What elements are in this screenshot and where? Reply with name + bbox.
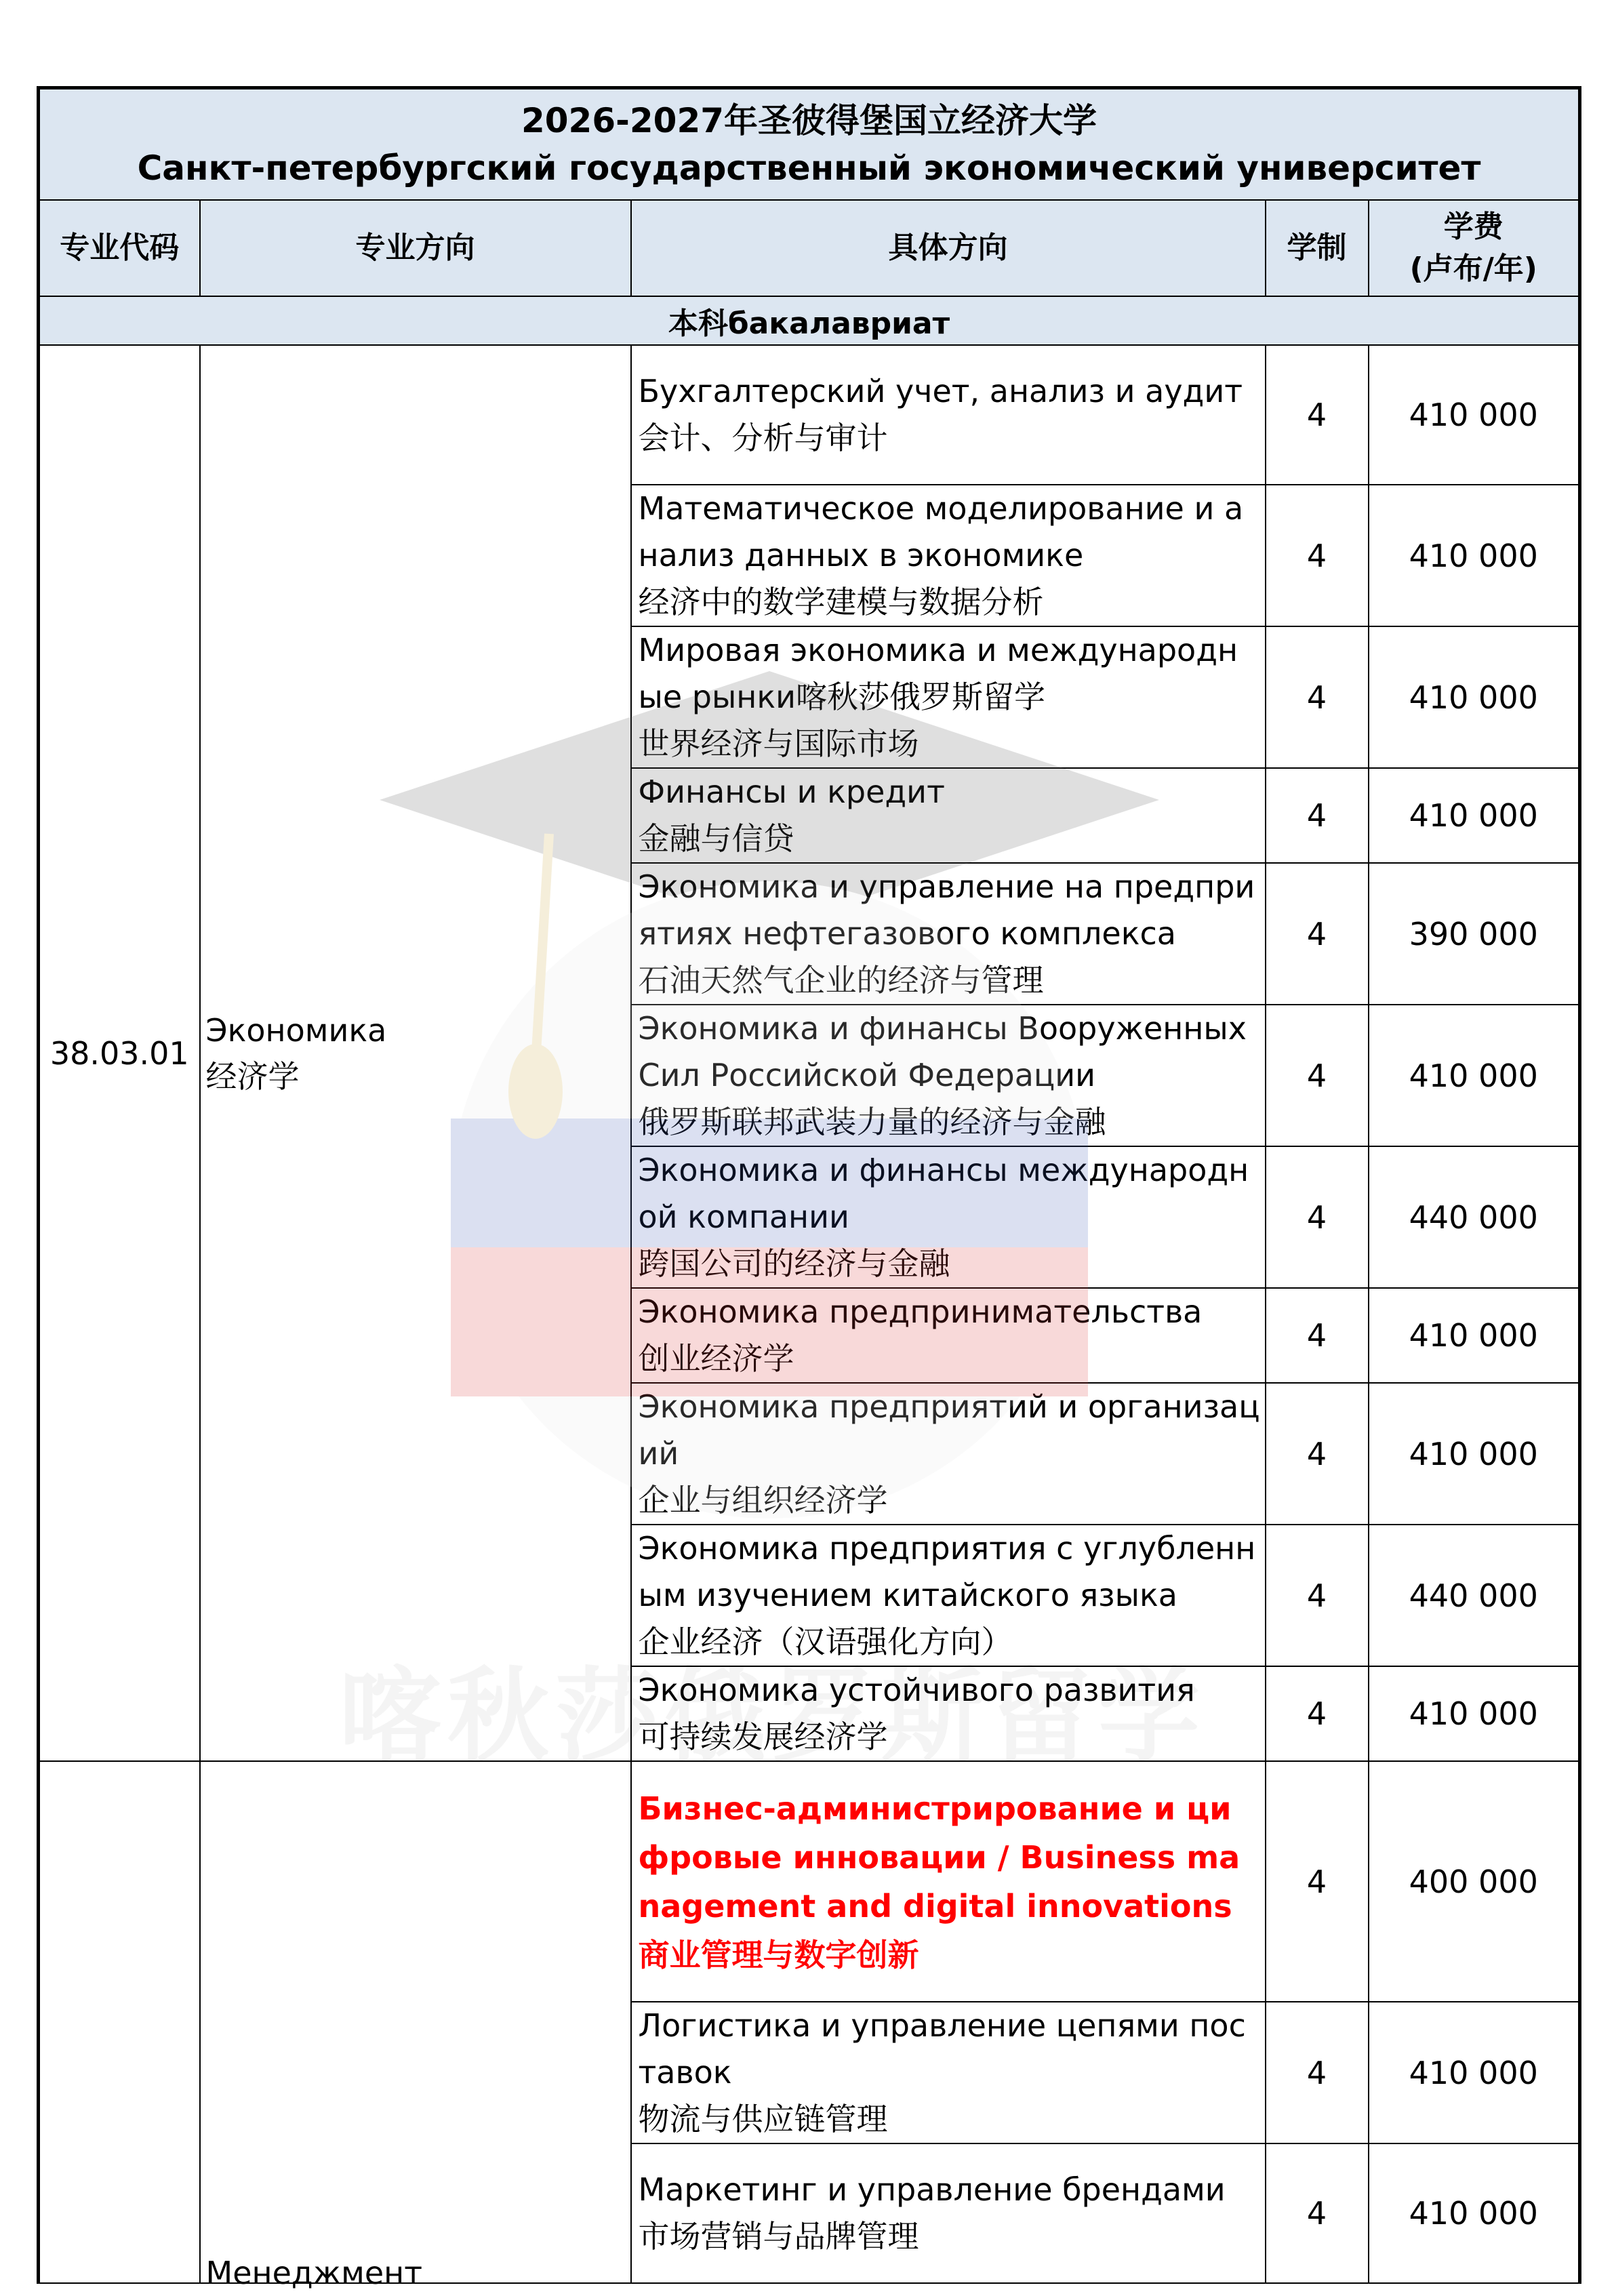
direction-ru: Логистика и управление цепями поставок: [638, 2007, 1246, 2091]
direction-ru: Экономика предприятия с углубленным изучением китайского языка: [638, 1530, 1256, 1613]
section-row: [39, 296, 1580, 345]
direction-cell: [631, 768, 1266, 863]
direction-ru: Экономика и финансы международной компании: [638, 1152, 1249, 1235]
direction-ru: Экономика предприятий и организаций: [638, 1388, 1260, 1472]
duration-cell: 4: [1266, 626, 1369, 768]
fee-cell: 410 000: [1369, 345, 1580, 485]
col-header-fee: [1369, 200, 1580, 296]
major-ru: Экономика: [205, 1011, 387, 1049]
col-header-fee-line2: (卢布/年): [1409, 251, 1537, 286]
fee-cell: 440 000: [1369, 1525, 1580, 1666]
fee-cell: 400 000: [1369, 1761, 1580, 2002]
direction-cn: 市场营销与品牌管理: [638, 2218, 919, 2255]
direction-ru: Экономика и финансы Вооруженных Сил Российской Федерации: [638, 1010, 1247, 1093]
duration-cell: 4: [1266, 1288, 1369, 1383]
col-header-duration: 学制: [1266, 200, 1369, 296]
direction-cn: 经济中的数学建模与数据分析: [638, 584, 1044, 620]
direction-cn: 创业经济学: [638, 1340, 794, 1377]
direction-cell: [631, 626, 1266, 768]
direction-cell-highlight: [631, 1761, 1266, 2002]
major-ru: Менеджмент: [205, 2255, 422, 2291]
major-cn: 经济学: [205, 1058, 300, 1095]
direction-ru: Бизнес-администрирование и цифровые инновации / Business management and digital innovations: [638, 1790, 1240, 1925]
duration-cell: 4: [1266, 1761, 1369, 2002]
direction-cn: 企业经济（汉语强化方向）: [638, 1624, 1013, 1660]
tuition-table: [37, 86, 1581, 2291]
col-header-major: 专业方向: [200, 200, 631, 296]
col-header-code: 专业代码: [39, 200, 200, 296]
direction-cn: 物流与供应链管理: [638, 2101, 888, 2137]
duration-cell: 4: [1266, 1146, 1369, 1288]
col-header-direction: 具体方向: [631, 200, 1266, 296]
direction-cn: 会计、分析与审计: [638, 420, 888, 456]
duration-cell: 4: [1266, 345, 1369, 485]
direction-cn: 企业与组织经济学: [638, 1482, 888, 1518]
direction-cell: [631, 345, 1266, 485]
program-code-empty: [39, 1761, 200, 2283]
duration-cell: 4: [1266, 485, 1369, 626]
direction-cn: 石油天然气企业的经济与管理: [638, 962, 1044, 999]
title-cn: 2026-2027年圣彼得堡国立经济大学: [521, 101, 1097, 140]
col-header-fee-line1: 学费: [1443, 209, 1504, 244]
duration-cell: 4: [1266, 1005, 1369, 1146]
major-name: [200, 1761, 631, 2291]
fee-cell: 390 000: [1369, 863, 1580, 1005]
duration-cell: 4: [1266, 863, 1369, 1005]
direction-cell: [631, 2143, 1266, 2283]
section-label: 本科бакалавриат: [39, 296, 1580, 345]
direction-ru: Маркетинг и управление брендами: [638, 2171, 1226, 2208]
direction-cn: 跨国公司的经济与金融: [638, 1245, 950, 1282]
direction-cn: 可持续发展经济学: [638, 1718, 888, 1755]
duration-cell: 4: [1266, 1383, 1369, 1525]
table-row: [39, 345, 1580, 485]
direction-ru: Бухгалтерский учет, анализ и аудит: [638, 373, 1243, 409]
direction-cn: 商业管理与数字创新: [638, 1936, 919, 1973]
direction-ru: Математическое моделирование и анализ данных в экономике: [638, 490, 1244, 573]
fee-cell: 410 000: [1369, 1005, 1580, 1146]
fee-cell: 410 000: [1369, 1383, 1580, 1525]
page-title: [39, 88, 1580, 201]
direction-ru: Экономика устойчивого развития: [638, 1672, 1195, 1708]
title-ru: Санкт-петербургский государственный экономический университет: [137, 148, 1481, 188]
direction-cell: [631, 2002, 1266, 2143]
title-row: [39, 88, 1580, 201]
fee-cell: 410 000: [1369, 1288, 1580, 1383]
duration-cell: 4: [1266, 768, 1369, 863]
fee-cell: 410 000: [1369, 768, 1580, 863]
direction-cell: [631, 1383, 1266, 1525]
direction-cell: [631, 485, 1266, 626]
fee-cell: 410 000: [1369, 2143, 1580, 2283]
direction-cell: [631, 1005, 1266, 1146]
direction-cn: 世界经济与国际市场: [638, 725, 919, 762]
fee-cell: 410 000: [1369, 2002, 1580, 2143]
direction-cell: [631, 1525, 1266, 1666]
direction-ru: Финансы и кредит: [638, 773, 945, 810]
duration-cell: 4: [1266, 1525, 1369, 1666]
column-header-row: [39, 200, 1580, 296]
duration-cell: 4: [1266, 2143, 1369, 2283]
direction-cn: 金融与信贷: [638, 820, 794, 857]
direction-ru: Мировая экономика и международные рынки喀秋莎俄罗斯留学: [638, 632, 1238, 715]
fee-cell: 410 000: [1369, 626, 1580, 768]
direction-cell: [631, 863, 1266, 1005]
program-code: 38.03.01: [39, 345, 200, 1761]
direction-cell: [631, 1146, 1266, 1288]
direction-cn: 俄罗斯联邦武装力量的经济与金融: [638, 1104, 1106, 1140]
direction-ru: Экономика и управление на предприятиях нефтегазового комплекса: [638, 868, 1255, 952]
direction-cell: [631, 1666, 1266, 1761]
table-row: [39, 1761, 1580, 2002]
duration-cell: 4: [1266, 2002, 1369, 2143]
fee-cell: 410 000: [1369, 485, 1580, 626]
duration-cell: 4: [1266, 1666, 1369, 1761]
fee-cell: 410 000: [1369, 1666, 1580, 1761]
major-name: [200, 345, 631, 1761]
direction-ru: Экономика предпринимательства: [638, 1293, 1203, 1330]
direction-cell: [631, 1288, 1266, 1383]
fee-cell: 440 000: [1369, 1146, 1580, 1288]
